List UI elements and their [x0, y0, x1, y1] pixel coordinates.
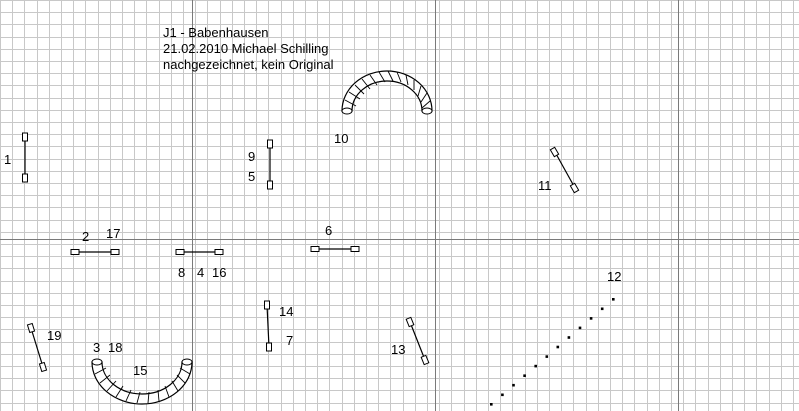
label-13: 13 — [391, 342, 406, 357]
weave-pole — [601, 308, 604, 311]
weave-pole — [546, 355, 549, 358]
label-5: 5 — [248, 169, 256, 184]
label-11: 11 — [538, 178, 552, 193]
label-18: 18 — [108, 340, 123, 355]
weave-pole — [590, 317, 593, 320]
weave-pole — [568, 336, 571, 339]
weave-pole — [523, 374, 526, 377]
label-1: 1 — [4, 152, 12, 167]
label-10: 10 — [334, 131, 349, 146]
weave-pole — [579, 327, 582, 330]
label-4: 4 — [197, 265, 205, 280]
weave-pole — [512, 384, 515, 387]
label-15: 15 — [133, 363, 148, 378]
label-19: 19 — [47, 328, 62, 343]
label-6: 6 — [325, 223, 333, 238]
weave-pole — [501, 394, 504, 397]
label-12: 12 — [607, 269, 622, 284]
weave-pole — [534, 365, 537, 368]
label-14: 14 — [279, 304, 294, 319]
label-16: 16 — [212, 265, 227, 280]
label-7: 7 — [286, 333, 294, 348]
label-9: 9 — [248, 149, 256, 164]
course-note: nachgezeichnet, kein Original — [163, 57, 334, 72]
label-2: 2 — [82, 229, 90, 244]
label-8: 8 — [178, 265, 186, 280]
weave-pole — [490, 403, 493, 406]
label-17: 17 — [106, 226, 121, 241]
weave-pole — [612, 298, 615, 301]
course-date-author: 21.02.2010 Michael Schilling — [163, 41, 329, 56]
label-3: 3 — [93, 340, 101, 355]
weave-pole — [557, 346, 560, 349]
course-title: J1 - Babenhausen — [163, 25, 269, 40]
